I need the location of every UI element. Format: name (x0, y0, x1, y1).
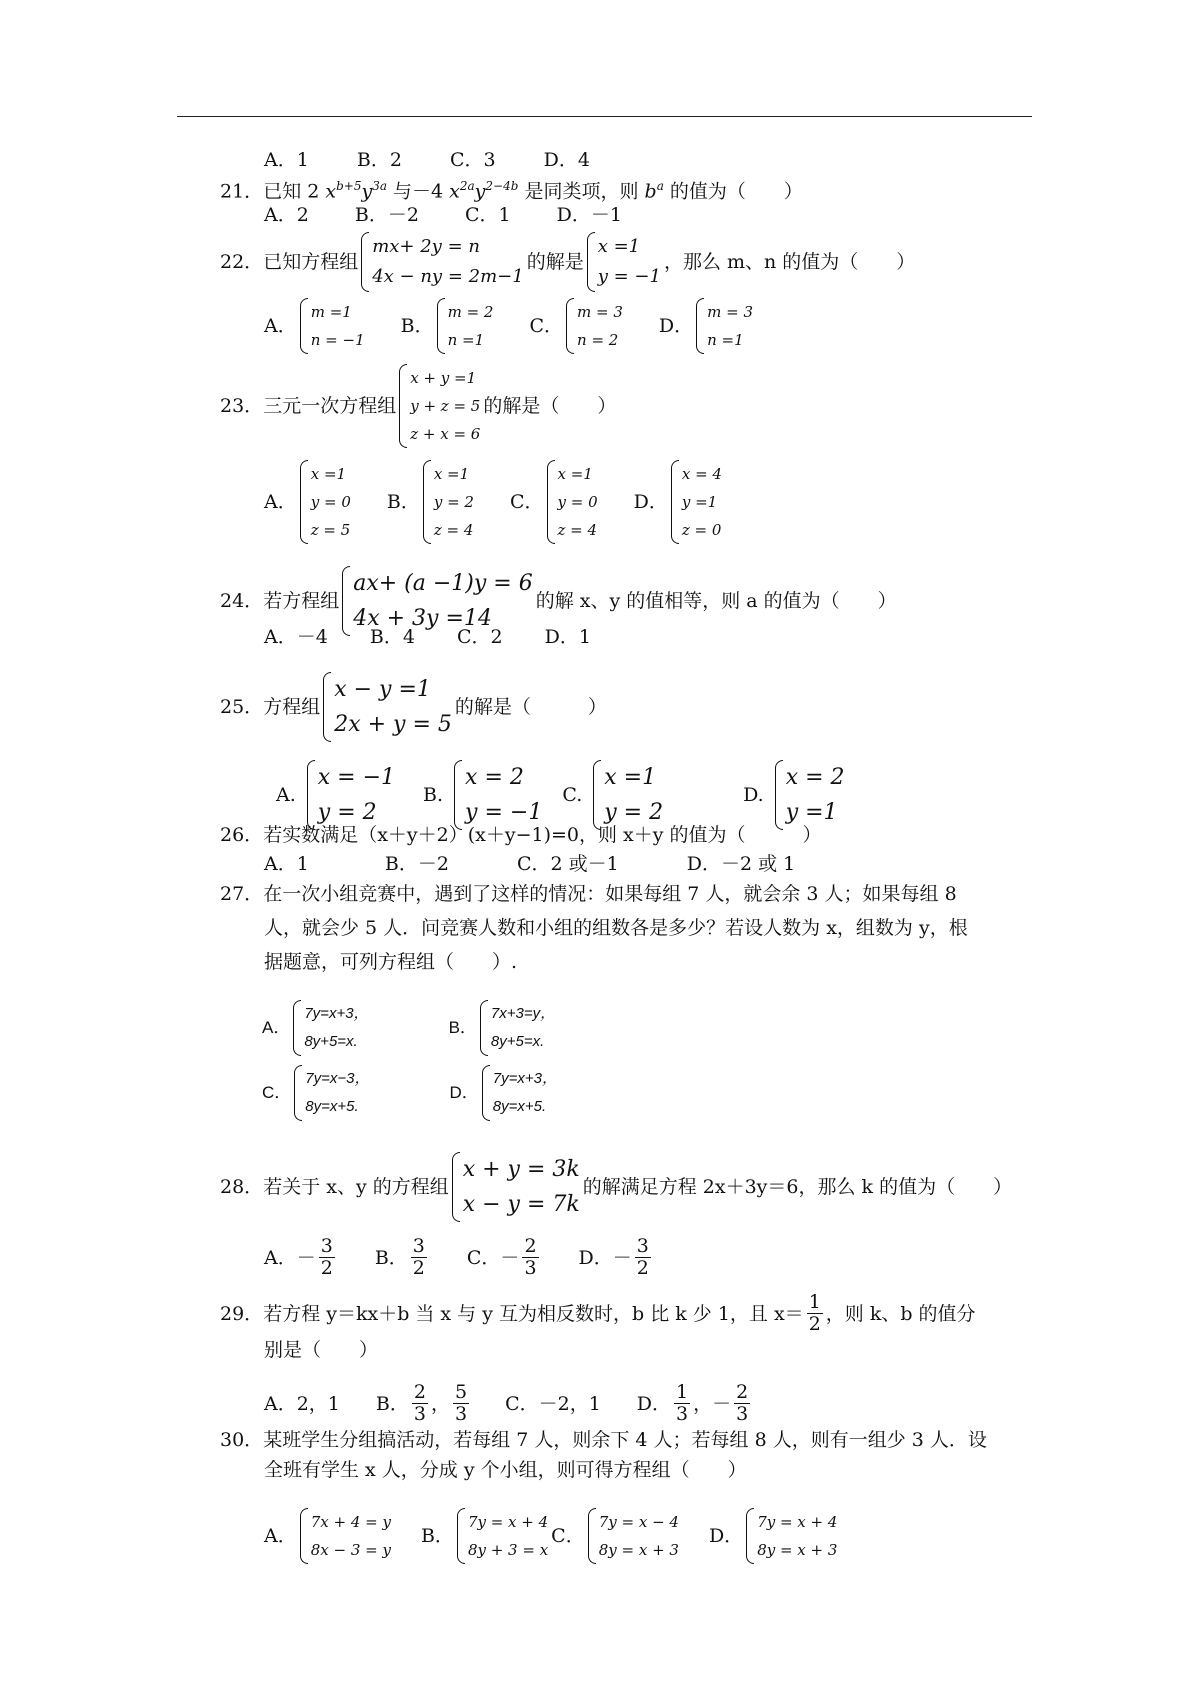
q23-option-d (671, 460, 722, 544)
q25-option-d (775, 760, 845, 830)
q21-term2: x (449, 180, 460, 203)
q23-number: 23． (220, 395, 264, 417)
q30-options (264, 1508, 840, 1564)
q26-option-b: B．－2 (384, 853, 449, 875)
q27-options-row2 (262, 1065, 560, 1121)
equation: m =1 (310, 303, 352, 321)
q22-option-a-label: A． (264, 315, 297, 337)
equation: 7y = x − 4 (598, 1513, 679, 1531)
equation: 8y=x+5. (305, 1098, 359, 1115)
q28-option-c-fraction (522, 1236, 538, 1279)
q27-option-d (482, 1065, 557, 1121)
numerator: 5 (454, 1381, 468, 1403)
q28-option-c-label: C．－ (466, 1246, 520, 1269)
q22-suffix: ，那么 m、n 的值为（ ） (663, 251, 916, 273)
q24-option-d: D．1 (544, 626, 591, 648)
equation: x = 2 (465, 765, 524, 790)
brace-icon (746, 1508, 754, 1564)
q23-option-b-label: B． (386, 491, 420, 513)
q21-text-d: 的值为（ ） (663, 180, 803, 203)
q24-options (264, 625, 591, 649)
q24-option-a: A．－4 (264, 626, 328, 648)
q25-options (276, 760, 848, 830)
q29-option-d-label: D． (636, 1392, 672, 1415)
q29-text-a: 若方程 y＝kx＋b 当 x 与 y 互为相反数时，b 比 k 少 1，且 x＝ (263, 1302, 804, 1325)
numerator: 2 (524, 1235, 537, 1257)
q21-b: b (644, 180, 657, 203)
equation: mx+ 2y = n (372, 236, 480, 257)
equation: 7y = x + 4 (757, 1513, 838, 1531)
brace-icon (566, 298, 574, 354)
equation: 4x − ny = 2m−1 (372, 266, 524, 287)
equation: 7y=x−3， (305, 1070, 370, 1087)
q21-text-b: 与－4 (386, 180, 450, 203)
q21-number: 21． (220, 180, 264, 203)
brace-icon (696, 298, 704, 354)
q30-option-c (588, 1508, 679, 1564)
equation: x + y =1 (410, 369, 477, 387)
equation: y = 0 (557, 493, 598, 511)
q22-option-d (696, 298, 753, 354)
equation: y = 2 (433, 493, 474, 511)
equation: x − y =1 (334, 677, 431, 702)
q23-option-d-label: D． (633, 491, 668, 513)
equation: x = −1 (317, 765, 396, 790)
q30-line2: 全班有学生 x 人，分成 y 个小组，则可得方程组（ ） (264, 1459, 747, 1481)
q29-option-d-sep: ，－ (693, 1392, 732, 1415)
q29-option-c: C．－2，1 (505, 1392, 601, 1415)
q29-line2: 别是（ ） (264, 1339, 379, 1361)
brace-icon (588, 1508, 596, 1564)
q22-prefix: 已知方程组 (263, 251, 359, 273)
q21-term2b: y (474, 180, 486, 203)
equation: y = −1 (465, 800, 543, 825)
q29-option-a: A．2，1 (264, 1392, 340, 1415)
q27-option-b-label: B． (448, 1018, 477, 1037)
question-30 (220, 1428, 987, 1452)
numerator: 3 (320, 1235, 333, 1257)
q28-option-a-label: A．－ (264, 1246, 316, 1269)
q27-option-a-label: A． (262, 1018, 291, 1037)
q30-option-a-label: A． (264, 1525, 297, 1547)
equation: z = 4 (433, 521, 474, 539)
q27-options-row1 (262, 1000, 558, 1056)
equation: 8y=x+5. (492, 1098, 547, 1115)
q20-options (264, 148, 596, 172)
equation: n =1 (707, 331, 744, 349)
q23-option-a (300, 460, 351, 544)
q20-option-b: B．2 (356, 149, 402, 171)
equation: 4x + 3y =14 (353, 606, 492, 631)
q27-number: 27． (220, 883, 264, 905)
brace-icon (300, 298, 308, 354)
q21-text-a: 已知 2 (263, 180, 326, 203)
q28-options (264, 1236, 654, 1279)
q21-option-a: A．2 (264, 204, 309, 226)
q21-text-c: 是同类项，则 (518, 180, 645, 203)
question-22 (220, 232, 915, 292)
denominator: 3 (413, 1403, 426, 1425)
brace-icon (775, 760, 783, 830)
q26-option-c: C．2 或－1 (516, 853, 619, 875)
q21-term1: x (325, 180, 337, 203)
brace-icon (454, 760, 462, 830)
q24-suffix: 的解 x、y 的值相等，则 a 的值为（ ） (535, 590, 897, 612)
q21-option-d: D．－1 (556, 204, 622, 226)
q22-option-b (437, 298, 494, 354)
q23-option-c (547, 460, 598, 544)
brace-icon (323, 672, 331, 742)
brace-icon (593, 760, 601, 830)
q27-option-a (293, 1000, 368, 1056)
denominator: 3 (676, 1403, 689, 1425)
brace-icon (293, 1000, 301, 1056)
q25-option-b (454, 760, 542, 830)
q24-option-b: B．4 (369, 626, 415, 648)
numerator: 3 (412, 1235, 425, 1257)
q30-option-d (746, 1508, 837, 1564)
equation: 7x+3=y， (490, 1005, 556, 1022)
denominator: 2 (808, 1313, 821, 1335)
q29-option-b-fraction-2 (453, 1382, 469, 1425)
brace-icon (399, 364, 407, 448)
brace-icon (361, 232, 369, 292)
q23-option-a-label: A． (264, 491, 297, 513)
equation: x =1 (433, 465, 470, 483)
q25-option-c-label: C. (562, 784, 583, 806)
brace-icon (300, 1508, 308, 1564)
equation: 8y+5=x. (304, 1033, 358, 1050)
equation: x =1 (310, 465, 347, 483)
brace-icon (307, 760, 315, 830)
q25-prefix: 方程组 (263, 696, 321, 718)
q28-number: 28． (220, 1176, 264, 1198)
q21-exp1b: 3a (372, 179, 387, 193)
q27-option-c (294, 1065, 369, 1121)
equation: 7x + 4 = y (310, 1513, 391, 1531)
equation: n =1 (447, 331, 485, 349)
equation: 8y + 3 = x (467, 1541, 549, 1559)
q29-number: 29． (220, 1302, 264, 1325)
brace-icon (547, 460, 555, 544)
q30-number: 30． (220, 1429, 264, 1451)
q30-option-b (457, 1508, 548, 1564)
question-27 (220, 882, 957, 906)
equation: x = 4 (681, 465, 722, 483)
equation: x + y = 3k (462, 1157, 580, 1182)
question-25 (220, 672, 607, 742)
q28-option-d-fraction (635, 1236, 651, 1279)
q21-expa: a (656, 179, 664, 193)
q22-option-d-label: D． (658, 315, 694, 337)
q22-mid: 的解是 (526, 251, 584, 273)
equation: 7y=x+3， (304, 1005, 369, 1022)
equation: y = 2 (317, 800, 377, 825)
equation: x − y = 7k (462, 1192, 580, 1217)
brace-icon (437, 298, 445, 354)
q25-option-c (593, 760, 663, 830)
q26-text: 若实数满足（x＋y＋2）(x＋y−1)=0，则 x＋y 的值为（ ） (263, 824, 822, 846)
denominator: 2 (320, 1257, 333, 1279)
equation: z = 0 (681, 521, 722, 539)
equation: x =1 (597, 236, 641, 257)
q22-system (361, 232, 523, 292)
q28-option-d-label: D．－ (578, 1246, 632, 1269)
q27-line2: 人，就会少 5 人．问竞赛人数和小组的组数各是多少？若设人数为 x，组数为 y，根 (264, 917, 968, 939)
equation: y =1 (785, 800, 838, 825)
denominator: 3 (454, 1403, 468, 1425)
q22-options (264, 298, 756, 354)
equation: 8y = x + 3 (598, 1541, 679, 1559)
header-rule (177, 116, 1032, 117)
equation: m = 3 (577, 303, 623, 321)
q23-system (399, 364, 480, 448)
q30-option-c-label: C． (551, 1525, 585, 1547)
q24-number: 24． (220, 590, 264, 612)
q22-option-a (300, 298, 365, 354)
q25-option-b-label: B. (423, 784, 444, 806)
brace-icon (423, 460, 431, 544)
brace-icon (482, 1065, 490, 1121)
q28-system (452, 1152, 580, 1222)
q25-option-a (307, 760, 395, 830)
q21-exp2: 2a (459, 179, 475, 193)
q21-term1b: y (361, 180, 373, 203)
question-21 (220, 174, 803, 203)
denominator: 3 (524, 1257, 537, 1279)
equation: 7y=x+3， (492, 1070, 557, 1087)
brace-icon (671, 460, 679, 544)
question-26 (220, 823, 822, 847)
equation: z = 4 (557, 521, 598, 539)
equation: n = −1 (310, 331, 365, 349)
denominator: 2 (636, 1257, 649, 1279)
q29-option-b-label: B． (375, 1392, 409, 1415)
denominator: 2 (412, 1257, 425, 1279)
q28-option-b-fraction (411, 1236, 427, 1279)
q20-option-a: A．1 (264, 149, 309, 171)
q26-number: 26． (220, 824, 264, 846)
q21-options (264, 203, 622, 227)
q29-option-d-fraction-1 (674, 1382, 690, 1425)
equation: 7y = x + 4 (467, 1513, 549, 1531)
q22-solution (587, 232, 661, 292)
q28-suffix: 的解满足方程 2x＋3y＝6，那么 k 的值为（ ） (582, 1176, 1013, 1198)
q23-options (264, 460, 725, 544)
q30-line1: 某班学生分组搞活动，若每组 7 人，则余下 4 人；若每组 8 人，则有一组少 3 人．设 (263, 1429, 987, 1451)
brace-icon (480, 1000, 488, 1056)
q23-option-b (423, 460, 474, 544)
equation: x = 2 (785, 765, 845, 790)
equation: y + z = 5 (410, 397, 481, 415)
equation: ax+ (a −1)y = 6 (353, 571, 533, 596)
brace-icon (300, 460, 308, 544)
q24-option-c: C．2 (456, 626, 503, 648)
brace-icon (457, 1508, 465, 1564)
question-28 (220, 1152, 1012, 1222)
q29-option-b-sep: ， (430, 1392, 450, 1415)
q27-option-b (480, 1000, 555, 1056)
equation: x =1 (557, 465, 593, 483)
q27-line3: 据题意，可列方程组（ ）. (264, 951, 518, 973)
equation: y = 2 (604, 800, 664, 825)
numerator: 2 (413, 1381, 426, 1403)
q28-option-b-label: B． (374, 1246, 408, 1269)
q23-prefix: 三元一次方程组 (263, 395, 397, 417)
equation: y = −1 (597, 266, 661, 287)
q27-option-d-label: D． (449, 1083, 479, 1102)
q30-option-a (300, 1508, 391, 1564)
equation: m = 2 (447, 303, 494, 321)
q30-option-b-label: B． (420, 1525, 454, 1547)
q22-number: 22． (220, 251, 264, 273)
equation: 8x − 3 = y (310, 1541, 391, 1559)
equation: n = 2 (577, 331, 619, 349)
q22-option-c-label: C． (529, 315, 564, 337)
q30-option-d-label: D． (708, 1525, 744, 1547)
equation: z = 5 (310, 521, 351, 539)
q20-option-c: C．3 (449, 149, 496, 171)
q29-fraction (807, 1292, 823, 1335)
q25-suffix: 的解是（ ） (454, 696, 607, 718)
q29-option-d-fraction-2 (734, 1382, 750, 1425)
numerator: 3 (636, 1235, 649, 1257)
q25-option-a-label: A. (276, 784, 296, 806)
brace-icon (294, 1065, 302, 1121)
q26-option-a: A．1 (264, 853, 309, 875)
numerator: 1 (808, 1291, 821, 1313)
equation: 8y+5=x. (490, 1033, 545, 1050)
brace-icon (587, 232, 595, 292)
q27-option-c-label: C． (262, 1083, 292, 1102)
question-29 (220, 1292, 976, 1335)
brace-icon (452, 1152, 460, 1222)
equation: y = 0 (310, 493, 351, 511)
q29-option-b-fraction-1 (412, 1382, 428, 1425)
q23-option-c-label: C． (509, 491, 544, 513)
equation: m = 3 (707, 303, 753, 321)
q25-number: 25． (220, 696, 264, 718)
q29-text-b: ，则 k、b 的值分 (825, 1302, 976, 1325)
q28-option-a-fraction (319, 1236, 335, 1279)
q20-option-d: D．4 (543, 149, 590, 171)
q28-prefix: 若关于 x、y 的方程组 (263, 1176, 449, 1198)
q24-prefix: 若方程组 (263, 590, 340, 612)
q26-option-d: D．－2 或 1 (686, 853, 796, 875)
q22-option-c (566, 298, 623, 354)
q27-line1: 在一次小组竞赛中，遇到了这样的情况：如果每组 7 人，就会余 3 人；如果每组 8 (263, 883, 957, 905)
q21-option-b: B．－2 (354, 204, 419, 226)
question-23 (220, 364, 616, 448)
equation: 8y = x + 3 (757, 1541, 838, 1559)
q29-options (264, 1382, 753, 1425)
q22-option-b-label: B． (400, 315, 434, 337)
q25-system (323, 672, 452, 742)
equation: 2x + y = 5 (334, 712, 452, 737)
q26-options (264, 852, 795, 876)
q21-exp1: b+5 (336, 179, 362, 193)
equation: z + x = 6 (410, 425, 481, 443)
q23-suffix: 的解是（ ） (483, 395, 617, 417)
equation: y =1 (681, 493, 718, 511)
denominator: 3 (736, 1403, 749, 1425)
q21-exp2b: 2−4b (485, 179, 519, 193)
numerator: 2 (736, 1381, 749, 1403)
q21-option-c: C．1 (464, 204, 511, 226)
numerator: 1 (676, 1381, 689, 1403)
q25-option-d-label: D. (743, 784, 764, 806)
equation: x =1 (604, 765, 657, 790)
